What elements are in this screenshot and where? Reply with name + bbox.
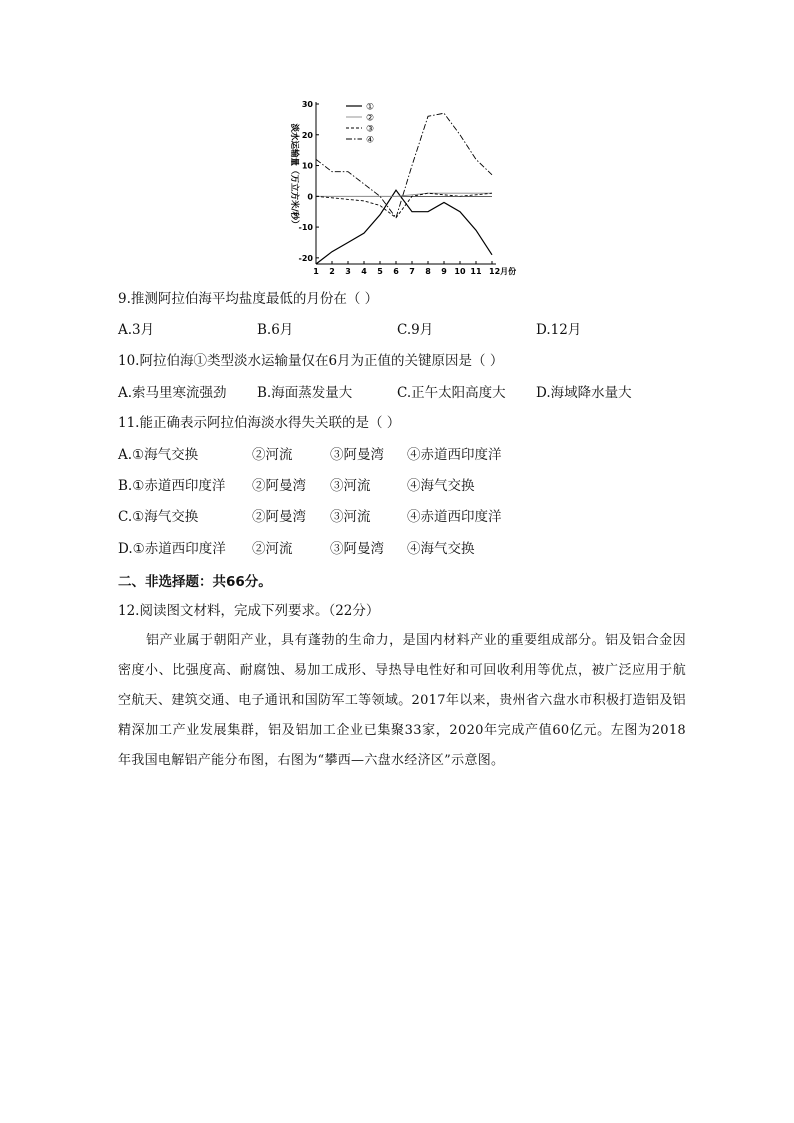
legend-label-4: ④ xyxy=(366,135,375,146)
question-11-stem: 11.能正确表示阿拉伯海淡水得失关联的是（ ） xyxy=(118,415,401,431)
q9-option-c: C.9月 xyxy=(397,322,434,338)
q9-option-a: A.3月 xyxy=(118,322,155,338)
series-line-4 xyxy=(316,113,492,218)
y-tick-label: -10 xyxy=(298,223,313,233)
material-paragraph: 铝产业属于朝阳产业，具有蓬勃的生命力，是国内材料产业的重要组成部分。铝及铝合金因密度小、比强度高、耐腐蚀、易加工成形、导热导电性好和可回收利用等优点，被广泛应用于航空航天、建筑交通、电子通讯和国防军工等领域。2017年以来，贵州省六盘水市积极打造铝及铝精深加工产业发展集群，铝及铝加工企业已集聚33家，2020年完成产值60亿元。左图为2018年我国电解铝产能分布图，右图为“攀西—六盘水经济区”示意图。 xyxy=(118,633,686,768)
q11-b-4: ④海气交换 xyxy=(407,478,475,494)
x-tick-label: 7 xyxy=(409,267,415,276)
q11-c-2: ②阿曼湾 xyxy=(252,509,306,525)
q10-option-b: B.海面蒸发量大 xyxy=(257,385,353,401)
series-line-3 xyxy=(316,193,492,218)
x-tick-label: 10 xyxy=(454,267,466,276)
q11-b-3: ③河流 xyxy=(330,478,371,494)
section-2-title: 二、非选择题：共66分。 xyxy=(118,574,272,590)
q11-a-3: ③阿曼湾 xyxy=(330,447,384,463)
q11-b-2: ②阿曼湾 xyxy=(252,478,306,494)
x-tick-label: 3 xyxy=(345,267,351,276)
freshwater-transport-chart xyxy=(280,96,530,284)
q11-c-4: ④赤道西印度洋 xyxy=(407,509,502,525)
question-10-stem: 10.阿拉伯海①类型淡水运输量仅在6月为正值的关键原因是（ ） xyxy=(118,353,504,369)
legend-label-1: ① xyxy=(366,102,375,113)
q11-b-1: B.①赤道西印度洋 xyxy=(118,478,226,494)
y-axis-label: 淡水运输量（万立方米/秒） xyxy=(289,123,299,229)
q11-a-1: A.①海气交换 xyxy=(118,447,199,463)
x-tick-label: 4 xyxy=(361,267,367,276)
q11-d-3: ③阿曼湾 xyxy=(330,541,384,557)
q11-c-3: ③河流 xyxy=(330,509,371,525)
q10-option-c: C.正午太阳高度大 xyxy=(397,385,506,401)
x-tick-label: 8 xyxy=(425,267,431,276)
legend-label-3: ③ xyxy=(366,124,375,135)
x-tick-label: 12月份 xyxy=(489,267,517,276)
q11-a-4: ④赤道西印度洋 xyxy=(407,447,502,463)
series-line-1 xyxy=(316,190,492,264)
q11-c-1: C.①海气交换 xyxy=(118,509,199,525)
x-tick-label: 5 xyxy=(377,267,383,276)
y-tick-label: 30 xyxy=(301,100,313,109)
y-tick-label: 20 xyxy=(301,130,313,140)
y-tick-label: -20 xyxy=(298,253,313,263)
question-12-material xyxy=(118,626,686,776)
q10-option-a: A.索马里寒流强劲 xyxy=(118,385,227,401)
legend-label-2: ② xyxy=(366,113,375,124)
y-tick-label: 0 xyxy=(307,192,313,202)
q9-option-d: D.12月 xyxy=(536,322,582,338)
question-9-stem: 9.推测阿拉伯海平均盐度最低的月份在（ ） xyxy=(118,291,379,307)
q11-d-1: D.①赤道西印度洋 xyxy=(118,541,226,557)
q11-d-4: ④海气交换 xyxy=(407,541,475,557)
x-tick-label: 2 xyxy=(329,267,335,276)
q11-a-2: ②河流 xyxy=(252,447,293,463)
question-12-stem: 12.阅读图文材料，完成下列要求。（22分） xyxy=(118,603,380,619)
q9-option-b: B.6月 xyxy=(257,322,294,338)
q11-d-2: ②河流 xyxy=(252,541,293,557)
x-tick-label: 1 xyxy=(313,267,319,276)
y-tick-label: 10 xyxy=(301,161,313,171)
q10-option-d: D.海域降水量大 xyxy=(536,385,632,401)
x-tick-label: 11 xyxy=(470,267,482,276)
x-tick-label: 9 xyxy=(441,267,447,276)
x-tick-label: 6 xyxy=(393,267,399,276)
